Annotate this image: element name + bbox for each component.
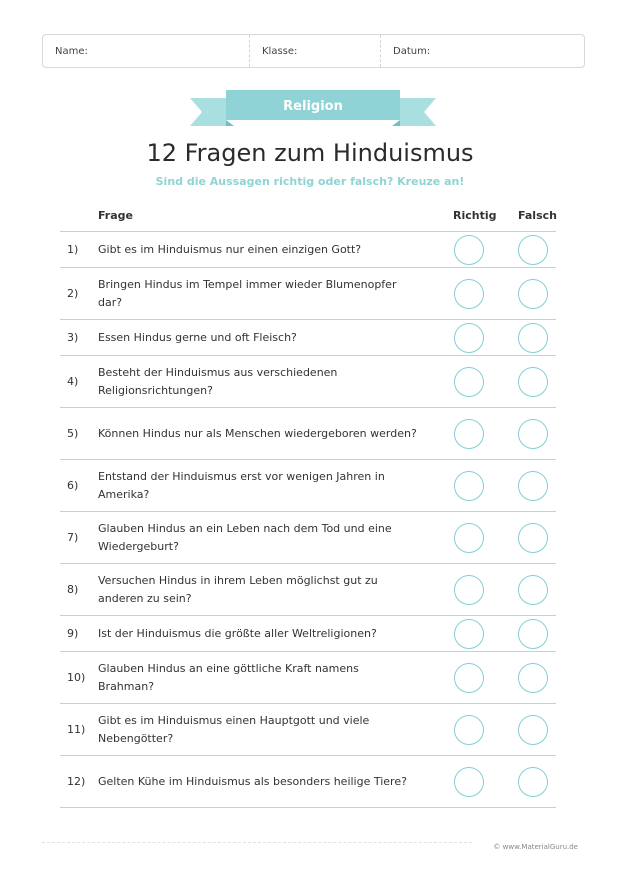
footer-divider [42,842,472,843]
checkbox-false[interactable] [518,235,548,265]
name-label: Name: [55,45,88,57]
question-text: Glauben Hindus an ein Leben nach dem Tod und eine Wiedergeburt? [98,521,392,553]
table-row [60,652,556,704]
column-true: Richtig [453,209,497,222]
column-false: Falsch [518,209,557,222]
question-number: 3) [67,331,79,344]
table-row [60,616,556,652]
question-text: Entstand der Hinduismus erst vor wenigen Jahren in Amerika? [98,469,385,501]
checkbox-false[interactable] [518,575,548,605]
question-text: Ist der Hinduismus die größte aller Weltreligionen? [98,626,377,640]
question-number: 8) [67,583,79,596]
checkbox-false[interactable] [518,279,548,309]
checkbox-true[interactable] [454,767,484,797]
ribbon-label: Religion [283,98,343,114]
table-row [60,460,556,512]
table-row [60,268,556,320]
header-fields [42,34,585,68]
date-field[interactable] [380,35,584,67]
checkbox-true[interactable] [454,279,484,309]
table-body [60,232,556,808]
checkbox-true[interactable] [454,663,484,693]
class-field[interactable] [249,35,380,67]
page-title: 12 Fragen zum Hinduismus [146,139,474,167]
column-question: Frage [98,209,133,222]
checkbox-true[interactable] [454,619,484,649]
checkbox-true[interactable] [454,523,484,553]
question-number: 9) [67,627,79,640]
checkbox-true[interactable] [454,575,484,605]
name-field[interactable] [43,35,249,67]
checkbox-false[interactable] [518,767,548,797]
question-number: 4) [67,375,79,388]
question-number: 7) [67,531,79,544]
table-header [60,200,556,232]
question-text: Essen Hindus gerne und oft Fleisch? [98,330,297,344]
question-text: Glauben Hindus an eine göttliche Kraft namens Brahman? [98,661,359,693]
checkbox-true[interactable] [454,471,484,501]
date-label: Datum: [393,45,431,57]
question-number: 10) [67,671,86,684]
table-row [60,320,556,356]
checkbox-false[interactable] [518,715,548,745]
question-number: 2) [67,287,79,300]
question-text: Besteht der Hinduismus aus verschiedenen Religionsrichtungen? [98,365,338,397]
checkbox-true[interactable] [454,323,484,353]
question-text: Gelten Kühe im Hinduismus als besonders heilige Tiere? [98,774,407,788]
checkbox-true[interactable] [454,367,484,397]
checkbox-true[interactable] [454,419,484,449]
question-number: 5) [67,427,79,440]
quiz-table [60,200,556,808]
checkbox-false[interactable] [518,523,548,553]
class-label: Klasse: [262,45,298,57]
checkbox-false[interactable] [518,367,548,397]
question-number: 6) [67,479,79,492]
question-number: 12) [67,775,86,788]
checkbox-false[interactable] [518,471,548,501]
table-row [60,408,556,460]
subject-ribbon [190,90,436,128]
table-row [60,756,556,808]
table-row [60,232,556,268]
checkbox-false[interactable] [518,663,548,693]
table-row [60,704,556,756]
question-number: 1) [67,243,79,256]
question-number: 11) [67,723,86,736]
table-row [60,356,556,408]
question-text: Können Hindus nur als Menschen wiedergeboren werden? [98,426,417,440]
question-text: Gibt es im Hinduismus nur einen einzigen Gott? [98,242,362,256]
checkbox-true[interactable] [454,235,484,265]
checkbox-false[interactable] [518,619,548,649]
copyright: © www.MaterialGuru.de [493,843,578,851]
question-text: Versuchen Hindus in ihrem Leben möglichst gut zu anderen zu sein? [98,573,378,605]
question-text: Bringen Hindus im Tempel immer wieder Blumenopfer dar? [98,277,397,309]
instructions: Sind die Aussagen richtig oder falsch? Kreuze an! [155,175,465,188]
checkbox-true[interactable] [454,715,484,745]
table-row [60,512,556,564]
question-text: Gibt es im Hinduismus einen Hauptgott und viele Nebengötter? [98,713,370,745]
checkbox-false[interactable] [518,419,548,449]
table-row [60,564,556,616]
checkbox-false[interactable] [518,323,548,353]
